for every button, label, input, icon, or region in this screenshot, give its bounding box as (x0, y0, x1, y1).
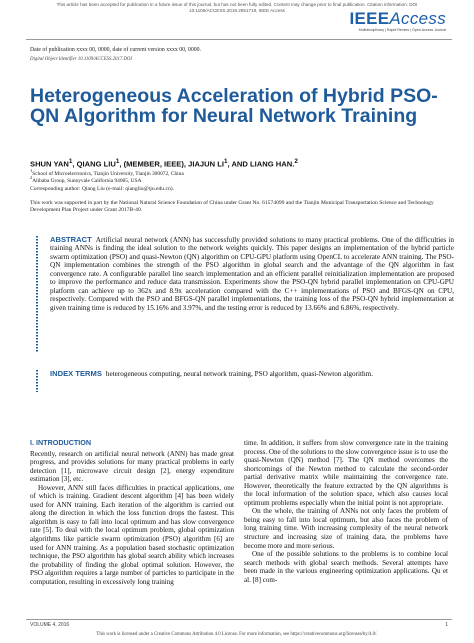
affiliation-2: $^2$Alibaba Group, Sunnyvale California 94085, USA (30, 175, 142, 184)
abstract-heading: ABSTRACT (50, 235, 92, 244)
header-divider (26, 39, 452, 40)
author-list: SHUN YAN$^1$, QIANG LIU$^1$, (MEMBER, IEEE), JIAJUN $LI^1$, AND LIANG HAN.$^2$ (30, 158, 298, 169)
intro-left-column (30, 439, 234, 586)
paper-title: Heterogeneous Acceleration of Hybrid PSO-QN Algorithm for Neural Network Training (30, 85, 438, 127)
intro-paragraph: time. In addition, it suffers from slow convergence rate in the training process. One of the solutions to the slow convergence issue is to use the quasi-Newton (QN) method [7]. The QN method overcomes the shortcomings of the Newton method to calculate the second-order partial derivative matrix while maintaining the convergence rate. However, theoretically the feature extracted by the QN algorithms is the local information of the solution space, which also causes local optimum problems especially when the initial point is not appropriate. (244, 439, 448, 507)
abstract-text: Artificial neural network (ANN) has successfully provided solutions to many practical problems. One of the difficulties in training ANNs is finding the ideal solution to the network weights quickly. This paper designs an implementation of the hybrid particle swarm optimization (PSO) and quasi-Newton (QN) algorithm on CPU-GPU platform using OpenCL to accelerate ANN training. The PSO-QN implementation combines the strength of the PSO algorithm in global search and the advantage of the QN algorithm in fast convergence rate. A configurable parallel line search implementation and an efficient parallel reinitialization implementation are proposed to improve the performance and reduce data transmission. Experiments show the PSO-QN hybrid parallel implementation on CPU-GPU platform can achieve up to 362x and 8.9x acceleration compared with the C++ implementations of PSO and BFGS-QN on CPU, respectively. Compared with the PSO and BFGS-QN parallel implementations, the training loss of the PSO-QN hybrid implementation at given training time is reduced by 15.16% and 3.97%, and the testing error is reduced by 13.66% and 6.86%, respectively. (50, 236, 454, 312)
index-terms-marker (36, 370, 38, 392)
license-notice: This work is licensed under a Creative Commons Attribution 4.0 License. For more information, see https://creativecommons.org/licenses/by/4.0/. (96, 632, 378, 637)
footer-divider (26, 619, 452, 620)
intro-paragraph: One of the possible solutions to the problems is to combine local search methods with global search methods. Several attempts have been made in the various engineering optimization applications. Qu et al. [8] com- (244, 550, 448, 584)
page-number: 1 (445, 622, 448, 628)
abstract-section (30, 236, 454, 312)
journal-logo-name: IEEEAccess (349, 9, 446, 28)
intro-paragraph: On the whole, the training of ANNs not only faces the problem of being easy to fall into local optimum, but also faces the problem of long training time. With increasing complexity of the neural network structure and increasing size of training data, the problems have become more and more serious. (244, 507, 448, 550)
intro-paragraph: However, ANN still faces difficulties in practical applications, one of which is training. Gradient descent algorithm [4] has been widely used for ANN training. Each iteration of the algorithm is carried out along the direction in which the loss function drops the fastest. This algorithm is easy to fall into local optimum and has slow convergence rate [5]. To deal with the local optimum problem, global optimization algorithms like particle swarm optimization (PSO) algorithm [6] are used for ANN training. As a population based stochastic optimization technique, the PSO algorithm has global search ability which increases the probability of finding the global optimal solution. However, the PSO algorithm requires a large number of particles to participate in the computation, resulting in excessively long training (30, 483, 234, 586)
abstract-body (30, 236, 454, 312)
index-terms-body (30, 370, 454, 378)
intro-heading: I. INTRODUCTION (30, 438, 92, 447)
corresponding-author: Corresponding author: Qiang Liu (e-mail: qiangliu@tju.edu.cn). (30, 186, 175, 192)
journal-logo (349, 10, 446, 32)
journal-tagline: Multidisciplinary | Rapid Review | Open Access Journal (358, 28, 446, 32)
publication-notice-line1: This article has been accepted for publication in a future issue of this journal, but has not been fully edited. Content may change prior to final publication. Citation information: DOI (56, 2, 418, 7)
doi-line: Digital Object Identifier 10.1109/ACCESS.2017.DOI (30, 57, 132, 62)
publication-dates: Date of publication xxxx 00, 0000, date of current version xxxx 00, 0000. (30, 47, 201, 53)
funding-note: This work was supported in part by the National Natural Science Foundation of China under Grant No. 61574099 and the Tianjin Municipal Transportation Science and Technology Development Plan Project under Grant 2017B-40. (30, 200, 434, 214)
abstract-marker (36, 236, 38, 352)
intro-paragraph: Recently, research on artificial neural network (ANN) has made great progress, and provides solutions for many practical problems in early detection [1], microwave circuit design [2], energy expenditure estimation [3], etc. (30, 449, 234, 484)
index-terms-heading: INDEX TERMS (50, 369, 102, 378)
intro-right-column (244, 439, 448, 584)
publication-notice-line2: 10.1109/ACCESS.2019.2951719, IEEE Access (189, 8, 285, 14)
affiliation-1: $^1$School of Microelectronics, Tianjin University, Tianjin 300072, China (30, 168, 184, 177)
index-terms-section (30, 370, 454, 378)
volume-label: VOLUME 4, 2016 (30, 622, 70, 628)
index-terms-text: heterogeneous computing, neural network training, PSO algorithm, quasi-Newton algorithm. (105, 370, 373, 378)
